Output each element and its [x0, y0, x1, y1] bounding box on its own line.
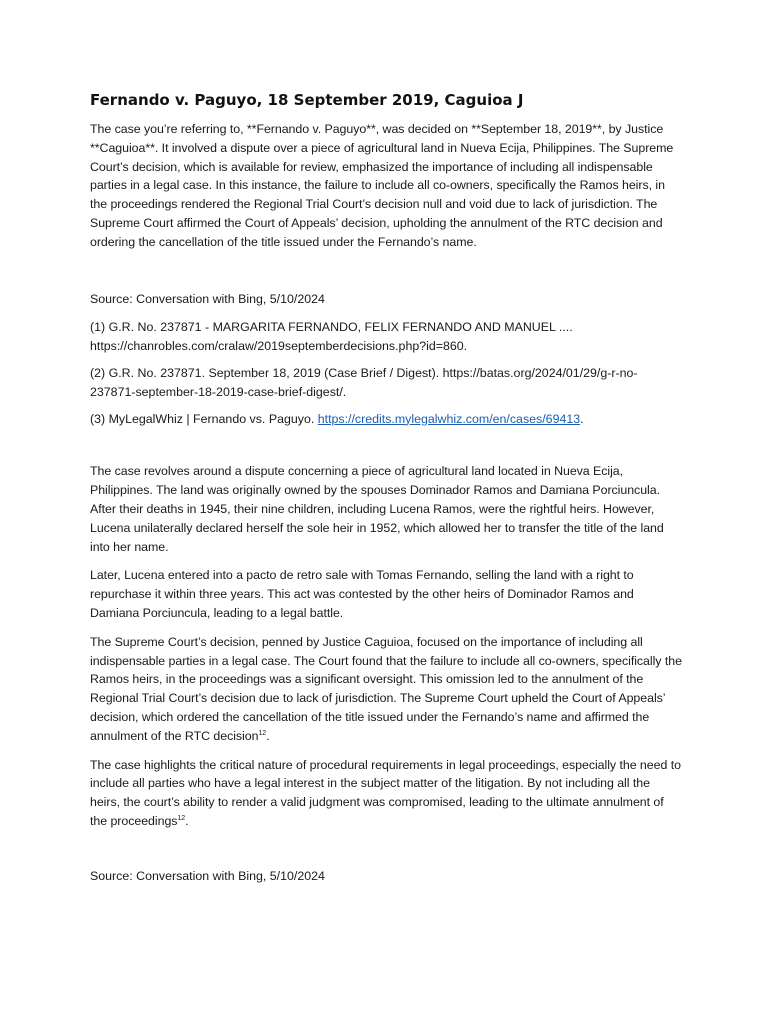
body-paragraph-2: Later, Lucena entered into a pacto de retro sale with Tomas Fernando, selling the land with a right to repurchase it within three years. This act was contested by the other heirs of Dominador Ramos and Damiana Porciuncula, leading to a legal battle. — [90, 568, 634, 620]
mylegalwhiz-link[interactable]: https://credits.mylegalwhiz.com/en/cases/69413 — [317, 411, 581, 426]
body-paragraph-1: The case revolves around a dispute concerning a piece of agricultural land located in Nueva Ecija, Philippines. The land was originally owned by the spouses Dominador Ramos and Damiana Porciuncula. After their deaths in 1945, their nine children, including Lucena Ramos, were the rightful heirs. However, Lucena unilaterally declared herself the sole heir in 1952, which allowed her to transfer the title of the land into her name. — [90, 464, 664, 554]
reference-3-prefix: (3) MyLegalWhiz | Fernando vs. Paguyo. — [90, 411, 318, 426]
reference-3-suffix: . — [580, 411, 584, 426]
body-paragraph-4-end: . — [185, 813, 189, 828]
reference-2: (2) G.R. No. 237871. September 18, 2019 (Case Brief / Digest). https://batas.org/2024/01/29/g-r-no-237871-september-18-2019-case-brief-digest/. — [90, 365, 638, 399]
body-paragraph-3-text: The Supreme Court’s decision, penned by Justice Caguioa, focused on the importance of including all indispensable parties in a legal case. The Court found that the failure to include all co-owners, specifically the Ramos heirs, in the proceedings was a significant oversight. This omission led to the annulment of the Regional Trial Court’s decision due to lack of jurisdiction. The Supreme Court upheld the Court of Appeals’ decision, which ordered the cancellation of the title issued under the Fernando’s name and affirmed the annulment of the RTC decision — [90, 634, 682, 743]
document-page — [90, 88, 682, 896]
body-paragraph-3 — [90, 633, 682, 746]
spacer — [90, 436, 682, 462]
spacer — [90, 262, 682, 290]
intro-paragraph: The case you’re referring to, **Fernando v. Paguyo**, was decided on **September 18, 2019**, by Justice **Caguioa**. It involved a dispute over a piece of agricultural land in Nueva Ecija, Philippines. The Supreme Court’s decision, which is available for review, emphasized the importance of including all indispensable parties in a legal case. In this instance, the failure to include all co-owners, specifically the Ramos heirs, in the proceedings rendered the Regional Trial Court’s decision null and void due to lack of jurisdiction. The Supreme Court affirmed the Court of Appeals’ decision, upholding the annulment of the RTC decision and ordering the cancellation of the title issued under the Fernando’s name. — [90, 122, 674, 249]
reference-3 — [90, 410, 682, 429]
body-paragraph-4 — [90, 756, 682, 831]
footnote-marker: 12 — [258, 729, 267, 737]
source-line-2: Source: Conversation with Bing, 5/10/2024 — [90, 868, 325, 883]
spacer — [90, 841, 682, 867]
source-line-1: Source: Conversation with Bing, 5/10/2024 — [90, 291, 325, 306]
document-title: Fernando v. Paguyo, 18 September 2019, Caguioa J — [90, 91, 524, 109]
body-paragraph-3-end: . — [266, 728, 270, 743]
reference-1: (1) G.R. No. 237871 - MARGARITA FERNANDO, FELIX FERNANDO AND MANUEL .... https://chanrobles.com/cralaw/2019septemberdecisions.php?id=860. — [90, 320, 573, 354]
footnote-marker: 12 — [177, 814, 186, 822]
body-paragraph-4-text: The case highlights the critical nature of procedural requirements in legal proceedings, especially the need to include all parties who have a legal interest in the subject matter of the litigation. By not including all the heirs, the court’s ability to render a valid judgment was compromised, leading to the ultimate annulment of the proceedings — [90, 757, 681, 828]
